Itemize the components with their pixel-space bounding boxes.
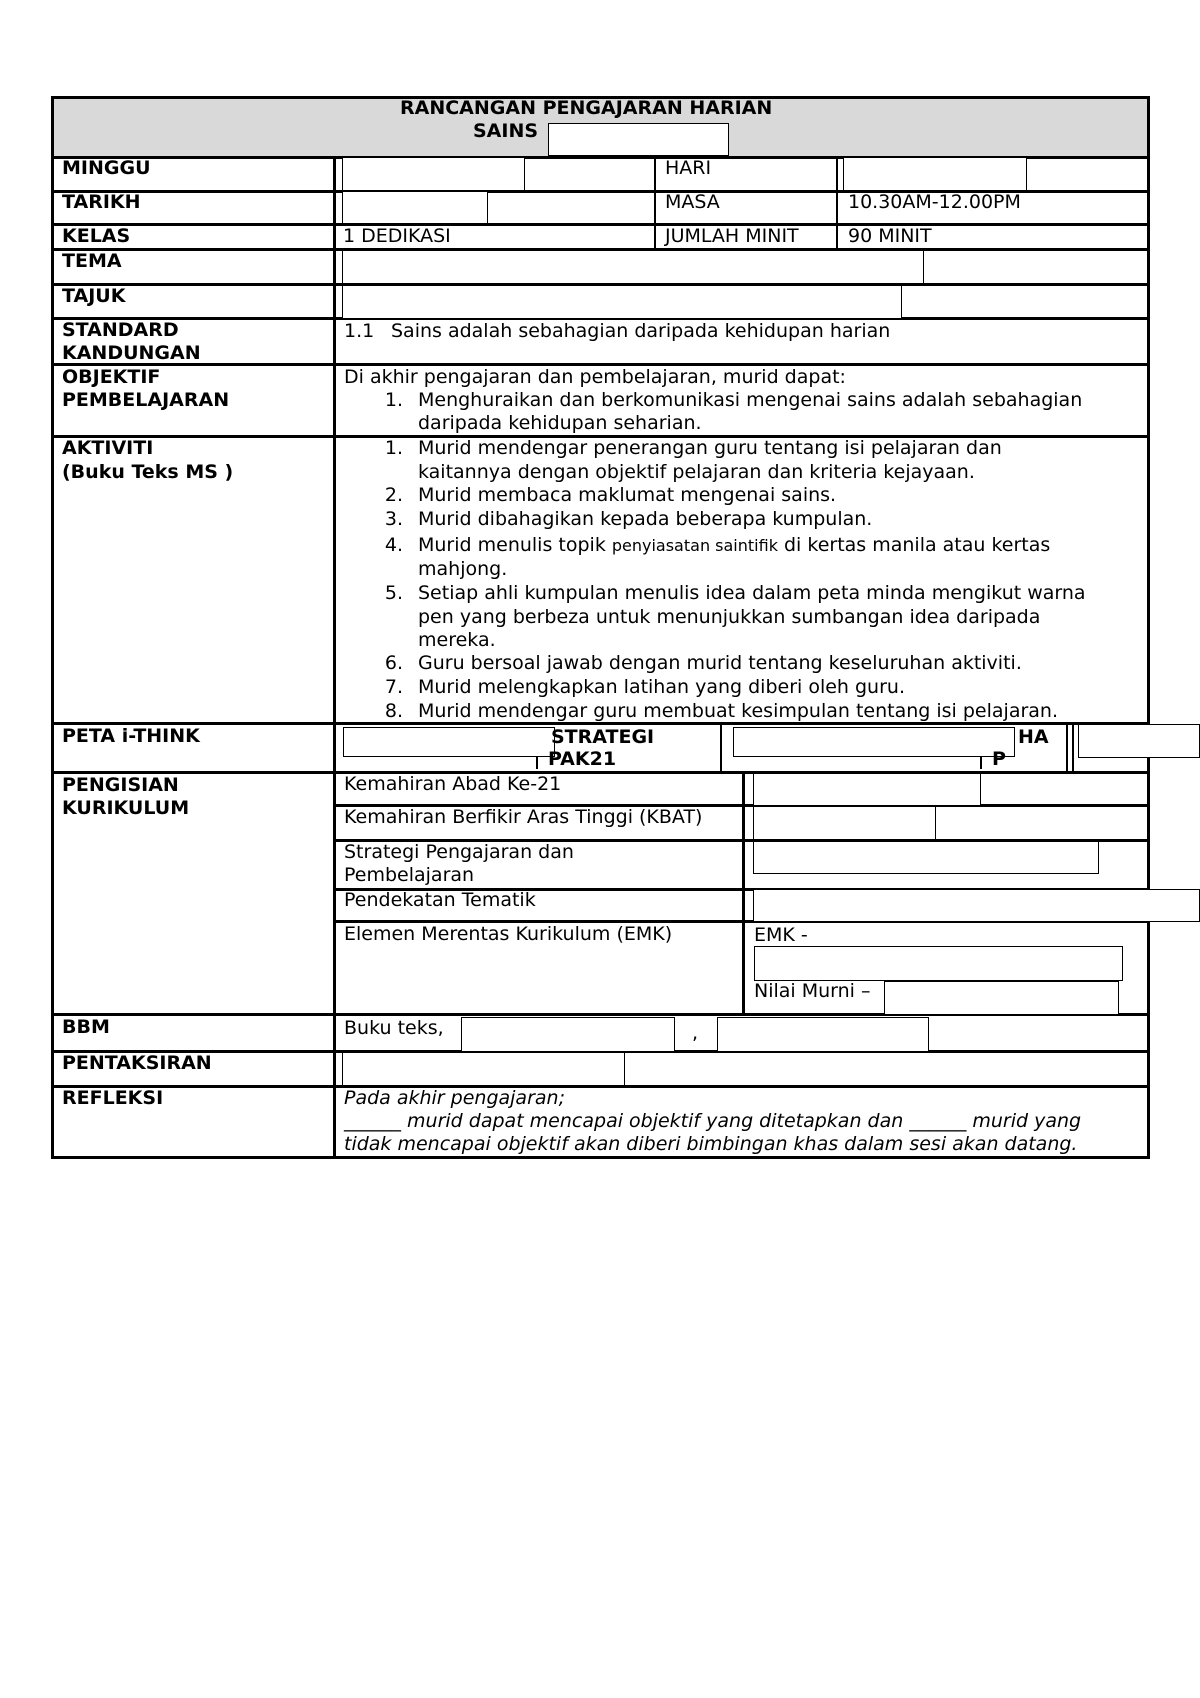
kelas-value: 1 DEDIKASI	[343, 225, 451, 247]
kbat-input-box[interactable]	[753, 806, 936, 840]
bbm-input-box-1[interactable]	[461, 1017, 675, 1052]
nilai-murni-label: Nilai Murni –	[754, 980, 871, 1002]
aktiviti-item-line	[418, 534, 1050, 557]
objektif-item-line: Menghuraikan dan berkomunikasi mengenai sains adalah sebahagian	[418, 389, 1083, 411]
aktiviti-item-line: mahjong.	[418, 558, 508, 580]
table-border-right	[1147, 96, 1150, 1159]
label-bbm: BBM	[62, 1016, 110, 1038]
pentaksiran-input-box[interactable]	[342, 1052, 625, 1086]
label-peta-ithink: PETA i-THINK	[62, 725, 200, 747]
page-title: RANCANGAN PENGAJARAN HARIAN	[400, 97, 773, 119]
jumlah-minit-value: 90 MINIT	[848, 225, 932, 247]
bbm-text: Buku teks,	[344, 1017, 444, 1039]
label-kurikulum: KURIKULUM	[62, 797, 190, 819]
row-divider	[51, 223, 1150, 226]
peta-divider	[1066, 724, 1068, 773]
standard-number: 1.1	[344, 320, 375, 342]
strategi-pp-label-2: Pembelajaran	[344, 864, 475, 886]
masa-value: 10.30AM-12.00PM	[848, 191, 1021, 213]
peta-box-tick	[536, 757, 538, 769]
aktiviti-item-number: 5.	[384, 582, 403, 604]
bbm-input-box-2[interactable]	[717, 1017, 929, 1052]
aktiviti-item-number: 8.	[384, 700, 403, 722]
label-kelas: KELAS	[62, 225, 131, 247]
peta-divider	[1072, 724, 1074, 773]
aktiviti-item-line: Murid membaca maklumat mengenai sains.	[418, 484, 837, 506]
aktiviti-item-line: kaitannya dengan objektif pelajaran dan kriteria kejayaan.	[418, 461, 975, 483]
label-column-divider	[333, 156, 336, 1159]
peta-box-tick	[980, 757, 982, 769]
label-minggu: MINGGU	[62, 157, 151, 179]
aktiviti-item-number: 3.	[384, 508, 403, 530]
table-border-bottom	[51, 1156, 1150, 1159]
aktiviti-item-line: Murid dibahagikan kepada beberapa kumpulan.	[418, 508, 873, 530]
kemahiran-abad-input-box[interactable]	[753, 773, 981, 806]
tema-input-box[interactable]	[342, 250, 924, 284]
bbm-comma: ,	[692, 1022, 699, 1044]
refleksi-line: Pada akhir pengajaran;	[344, 1087, 565, 1109]
tematik-input-box[interactable]	[753, 889, 1200, 922]
aktiviti-text: Murid menulis topik	[418, 534, 612, 556]
aktiviti-item-line: mereka.	[418, 629, 496, 651]
aktiviti-item-number: 7.	[384, 676, 403, 698]
peta-input-box[interactable]	[343, 727, 555, 757]
partial-label: HA	[1018, 726, 1049, 748]
label-refleksi: REFLEKSI	[62, 1087, 164, 1109]
aktiviti-item-line: Murid mendengar penerangan guru tentang isi pelajaran dan	[418, 437, 1002, 459]
objektif-item-number: 1.	[384, 389, 403, 411]
label-objektif: OBJEKTIF	[62, 366, 161, 388]
emk-label: Elemen Merentas Kurikulum (EMK)	[344, 923, 673, 945]
tematik-label: Pendekatan Tematik	[344, 889, 536, 911]
peta-divider	[720, 724, 722, 773]
partial-label: P	[992, 748, 1006, 770]
peta-extra-input-box[interactable]	[1078, 724, 1200, 758]
kbat-label: Kemahiran Berfikir Aras Tinggi (KBAT)	[344, 806, 703, 828]
label-hari: HARI	[665, 157, 712, 179]
aktiviti-text: di kertas manila atau kertas	[777, 534, 1051, 556]
label-standard: STANDARD	[62, 319, 179, 341]
aktiviti-item-line: Guru bersoal jawab dengan murid tentang keseluruhan aktiviti.	[418, 652, 1022, 674]
column-divider	[836, 156, 838, 251]
column-divider	[654, 156, 656, 251]
label-buku-teks: (Buku Teks MS )	[62, 461, 234, 483]
aktiviti-item-line: Murid mendengar guru membuat kesimpulan tentang isi pelajaran.	[418, 700, 1058, 722]
aktiviti-small-text: penyiasatan saintifik	[611, 536, 778, 555]
kemahiran-abad-label: Kemahiran Abad Ke-21	[344, 773, 562, 795]
aktiviti-item-line: pen yang berbeza untuk menunjukkan sumbangan idea daripada	[418, 606, 1041, 628]
aktiviti-item-number: 2.	[384, 484, 403, 506]
subject-input-box[interactable]	[548, 123, 729, 156]
pengisian-column-divider	[742, 771, 745, 1015]
label-pengisian: PENGISIAN	[62, 774, 179, 796]
subject-label: SAINS	[473, 120, 539, 142]
aktiviti-item-number: 4.	[384, 534, 403, 556]
aktiviti-item-line: Setiap ahli kumpulan menulis idea dalam peta minda mengikut warna	[418, 582, 1086, 604]
objektif-item-line: daripada kehidupan seharian.	[418, 412, 702, 434]
strategi-pp-label-1: Strategi Pengajaran dan	[344, 841, 574, 863]
minggu-input-box[interactable]	[342, 157, 525, 191]
label-aktiviti: AKTIVITI	[62, 437, 154, 459]
label-tarikh: TARIKH	[62, 191, 141, 213]
standard-text: Sains adalah sebahagian daripada kehidupan harian	[391, 320, 891, 342]
label-pembelajaran: PEMBELAJARAN	[62, 389, 230, 411]
aktiviti-item-number: 6.	[384, 652, 403, 674]
table-border-left	[51, 96, 54, 1159]
row-divider	[51, 771, 1150, 774]
emk-value-label: EMK -	[754, 924, 808, 946]
refleksi-line: tidak mencapai objektif akan diberi bimbingan khas dalam sesi akan datang.	[344, 1133, 1078, 1155]
tarikh-input-box[interactable]	[342, 191, 488, 224]
label-pentaksiran: PENTAKSIRAN	[62, 1052, 212, 1074]
label-jumlah-minit: JUMLAH MINIT	[665, 225, 799, 247]
hari-input-box[interactable]	[843, 157, 1027, 191]
strategi-pp-input-box[interactable]	[753, 841, 1099, 874]
refleksi-line: ______ murid dapat mencapai objektif yang ditetapkan dan ______ murid yang	[344, 1110, 1082, 1132]
tajuk-input-box[interactable]	[342, 285, 902, 319]
label-tajuk: TAJUK	[62, 285, 126, 307]
nilai-murni-input-box[interactable]	[884, 981, 1119, 1015]
strategi-input-box[interactable]	[733, 727, 1015, 757]
label-tema: TEMA	[62, 250, 122, 272]
label-kandungan: KANDUNGAN	[62, 342, 201, 364]
emk-input-box[interactable]	[754, 946, 1123, 981]
aktiviti-item-number: 1.	[384, 437, 403, 459]
aktiviti-item-line: Murid melengkapkan latihan yang diberi oleh guru.	[418, 676, 905, 698]
label-masa: MASA	[665, 191, 720, 213]
objektif-intro: Di akhir pengajaran dan pembelajaran, murid dapat:	[344, 366, 846, 388]
strategi-label: STRATEGI	[551, 726, 655, 748]
pak21-label: PAK21	[548, 748, 617, 770]
